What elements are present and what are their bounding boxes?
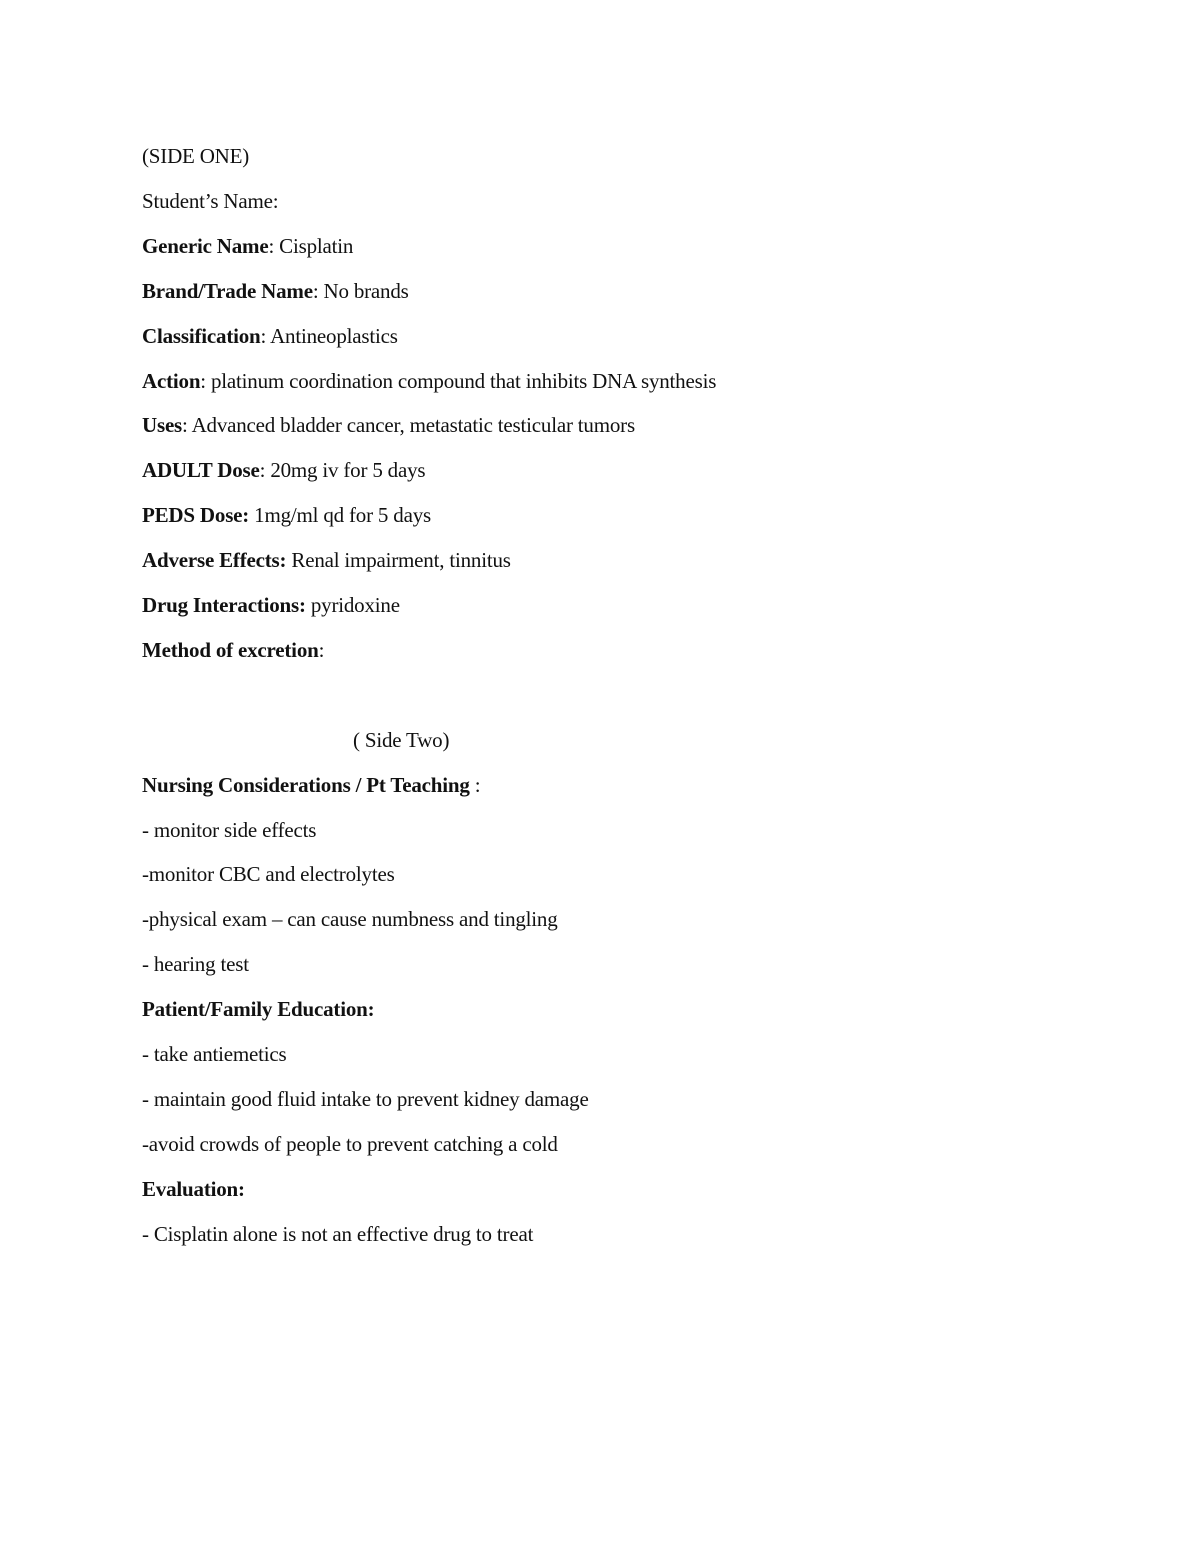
field-label: PEDS Dose: [142,503,250,527]
field-brand-name [142,278,409,304]
section-label: Nursing Considerations / Pt Teaching [142,773,470,797]
field-uses [142,412,635,438]
field-separator: : [260,324,271,348]
section-separator: : [469,773,481,797]
field-label: Action [142,369,201,393]
side-two-heading: ( Side Two) [353,728,450,752]
field-value: Renal impairment, tinnitus [291,548,511,572]
field-value: 1mg/ml qd for 5 days [254,503,431,527]
field-label: Method of excretion [142,638,319,662]
nursing-considerations-heading [142,772,480,798]
side-one-heading: (SIDE ONE) [142,144,250,168]
field-value: Cisplatin [279,234,354,258]
field-classification [142,323,398,349]
list-item: - maintain good fluid intake to prevent kidney damage [142,1087,589,1111]
field-value: Antineoplastics [270,324,398,348]
field-method-of-excretion [142,637,324,663]
field-separator: : [200,369,211,393]
field-label: Generic Name [142,234,269,258]
student-name-label: Student’s Name: [142,189,279,213]
field-label: Classification [142,324,261,348]
field-separator: : [312,279,324,303]
field-action [142,368,716,394]
field-separator: : [318,638,325,662]
evaluation-heading [142,1176,245,1202]
field-separator: : [182,413,192,437]
field-separator: : [268,234,280,258]
field-label: Brand/Trade Name [142,279,313,303]
section-label: Patient/Family Education: [142,997,375,1021]
patient-education-heading [142,996,374,1022]
field-label: ADULT Dose [142,458,260,482]
field-value: Advanced bladder cancer, metastatic testicular tumors [191,413,635,437]
field-label: Adverse Effects: [142,548,287,572]
field-value: platinum coordination compound that inhibits DNA synthesis [210,369,717,393]
field-peds-dose [142,502,431,528]
field-separator: : [259,458,271,482]
field-adult-dose [142,457,425,483]
list-item: - monitor side effects [142,818,317,842]
list-item: - Cisplatin alone is not an effective drug to treat [142,1222,534,1246]
field-generic-name [142,233,353,259]
list-item: -avoid crowds of people to prevent catching a cold [142,1132,558,1156]
list-item: -monitor CBC and electrolytes [142,862,395,886]
field-label: Drug Interactions: [142,593,306,617]
list-item: - hearing test [142,952,249,976]
field-value: 20mg iv for 5 days [270,458,426,482]
section-label: Evaluation: [142,1177,245,1201]
field-label: Uses [142,413,183,437]
list-item: - take antiemetics [142,1042,287,1066]
field-drug-interactions [142,592,400,618]
field-value: pyridoxine [310,593,400,617]
field-value: No brands [323,279,409,303]
field-adverse-effects [142,547,511,573]
list-item: -physical exam – can cause numbness and tingling [142,907,558,931]
